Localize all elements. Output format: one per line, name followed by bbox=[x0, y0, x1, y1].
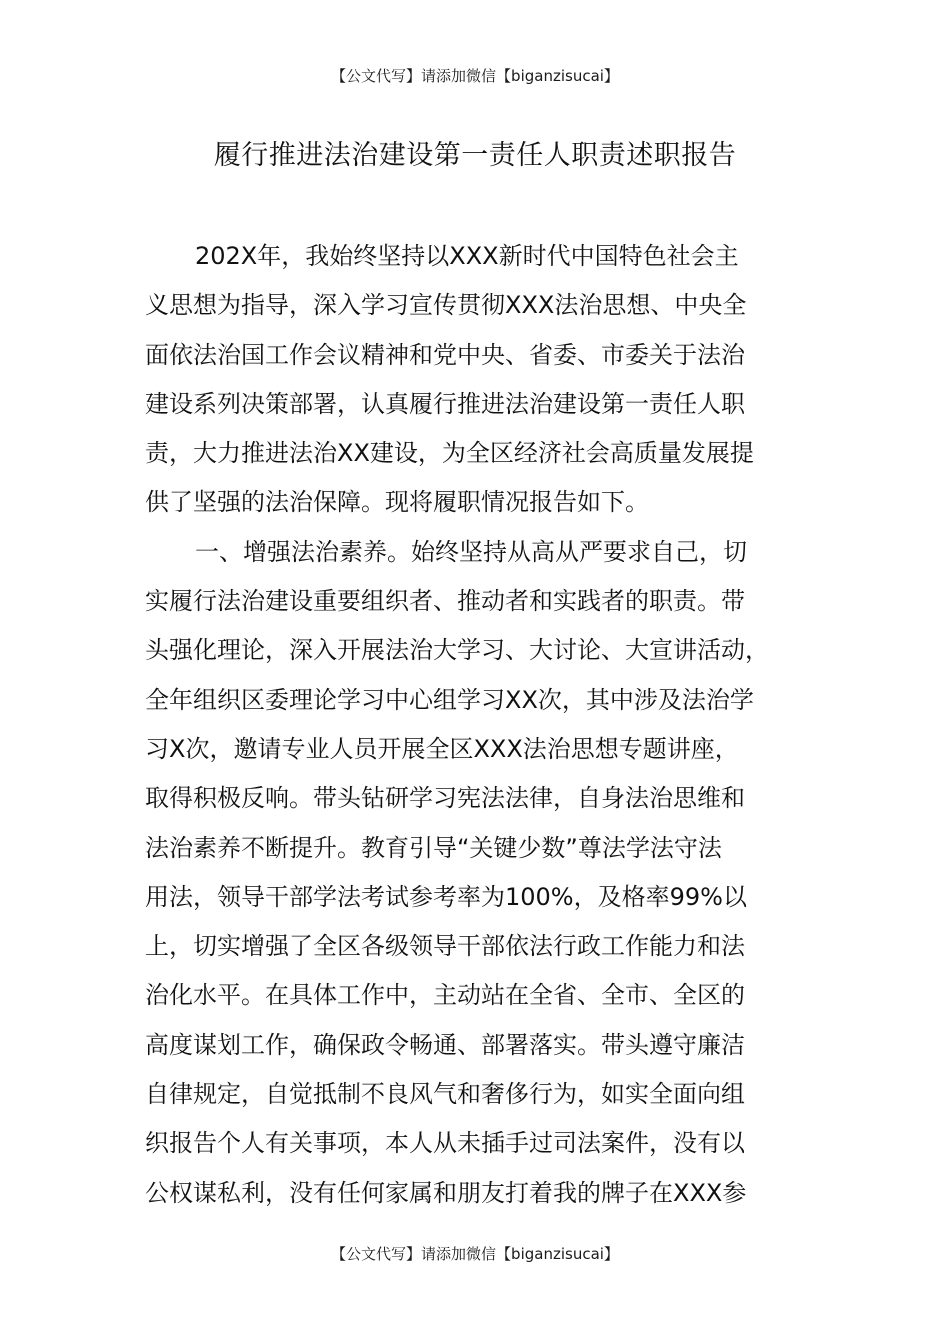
text-line: 一、增强法治素养。始终坚持从高从严要求自己，切 bbox=[195, 537, 747, 566]
paragraph-intro bbox=[145, 232, 810, 528]
text-line: 取得积极反响。带头钻研学习宪法法律，自身法治思维和 bbox=[145, 784, 745, 813]
text-line: 供了坚强的法治保障。现将履职情况报告如下。 bbox=[145, 488, 649, 517]
text-line: 高度谋划工作，确保政令畅通、部署落实。带头遵守廉洁 bbox=[145, 1030, 745, 1059]
text-line: 全年组织区委理论学习中心组学习XX次，其中涉及法治学 bbox=[145, 685, 754, 714]
text-line: 上，切实增强了全区各级领导干部依法行政工作能力和法 bbox=[145, 932, 745, 961]
page-footer: 【公文代写】请添加微信【biganzisucai】 bbox=[331, 1245, 619, 1263]
text-line: 公权谋私利，没有任何家属和朋友打着我的牌子在XXX参 bbox=[145, 1178, 747, 1207]
text-line: 用法，领导干部学法考试参考率为100%，及格率99%以 bbox=[145, 882, 747, 911]
text-line: 习X次，邀请专业人员开展全区XXX法治思想专题讲座， bbox=[145, 734, 739, 763]
text-line: 实履行法治建设重要组织者、推动者和实践者的职责。带 bbox=[145, 587, 745, 616]
text-line: 治化水平。在具体工作中，主动站在全省、全市、全区的 bbox=[145, 981, 745, 1010]
text-line: 面依法治国工作会议精神和党中央、省委、市委关于法治 bbox=[145, 340, 745, 369]
text-line: 责，大力推进法治XX建设，为全区经济社会高质量发展提 bbox=[145, 439, 754, 468]
text-line: 头强化理论，深入开展法治大学习、大讨论、大宣讲活动， bbox=[145, 636, 769, 665]
text-line: 织报告个人有关事项，本人从未插手过司法案件，没有以 bbox=[145, 1129, 745, 1158]
text-line: 法治素养不断提升。教育引导“关键少数”尊法学法守法 bbox=[145, 833, 722, 862]
text-line: 202X年，我始终坚持以XXX新时代中国特色社会主 bbox=[195, 242, 739, 270]
text-line: 建设系列决策部署，认真履行推进法治建设第一责任人职 bbox=[145, 389, 745, 418]
document-title: 履行推进法治建设第一责任人职责述职报告 bbox=[213, 140, 737, 171]
document-body bbox=[145, 232, 810, 1218]
paragraph-section-1 bbox=[145, 528, 810, 1218]
text-line: 义思想为指导，深入学习宣传贯彻XXX法治思想、中央全 bbox=[145, 291, 747, 320]
page-header: 【公文代写】请添加微信【biganzisucai】 bbox=[331, 67, 619, 85]
text-line: 自律规定，自觉抵制不良风气和奢侈行为，如实全面向组 bbox=[145, 1080, 745, 1109]
